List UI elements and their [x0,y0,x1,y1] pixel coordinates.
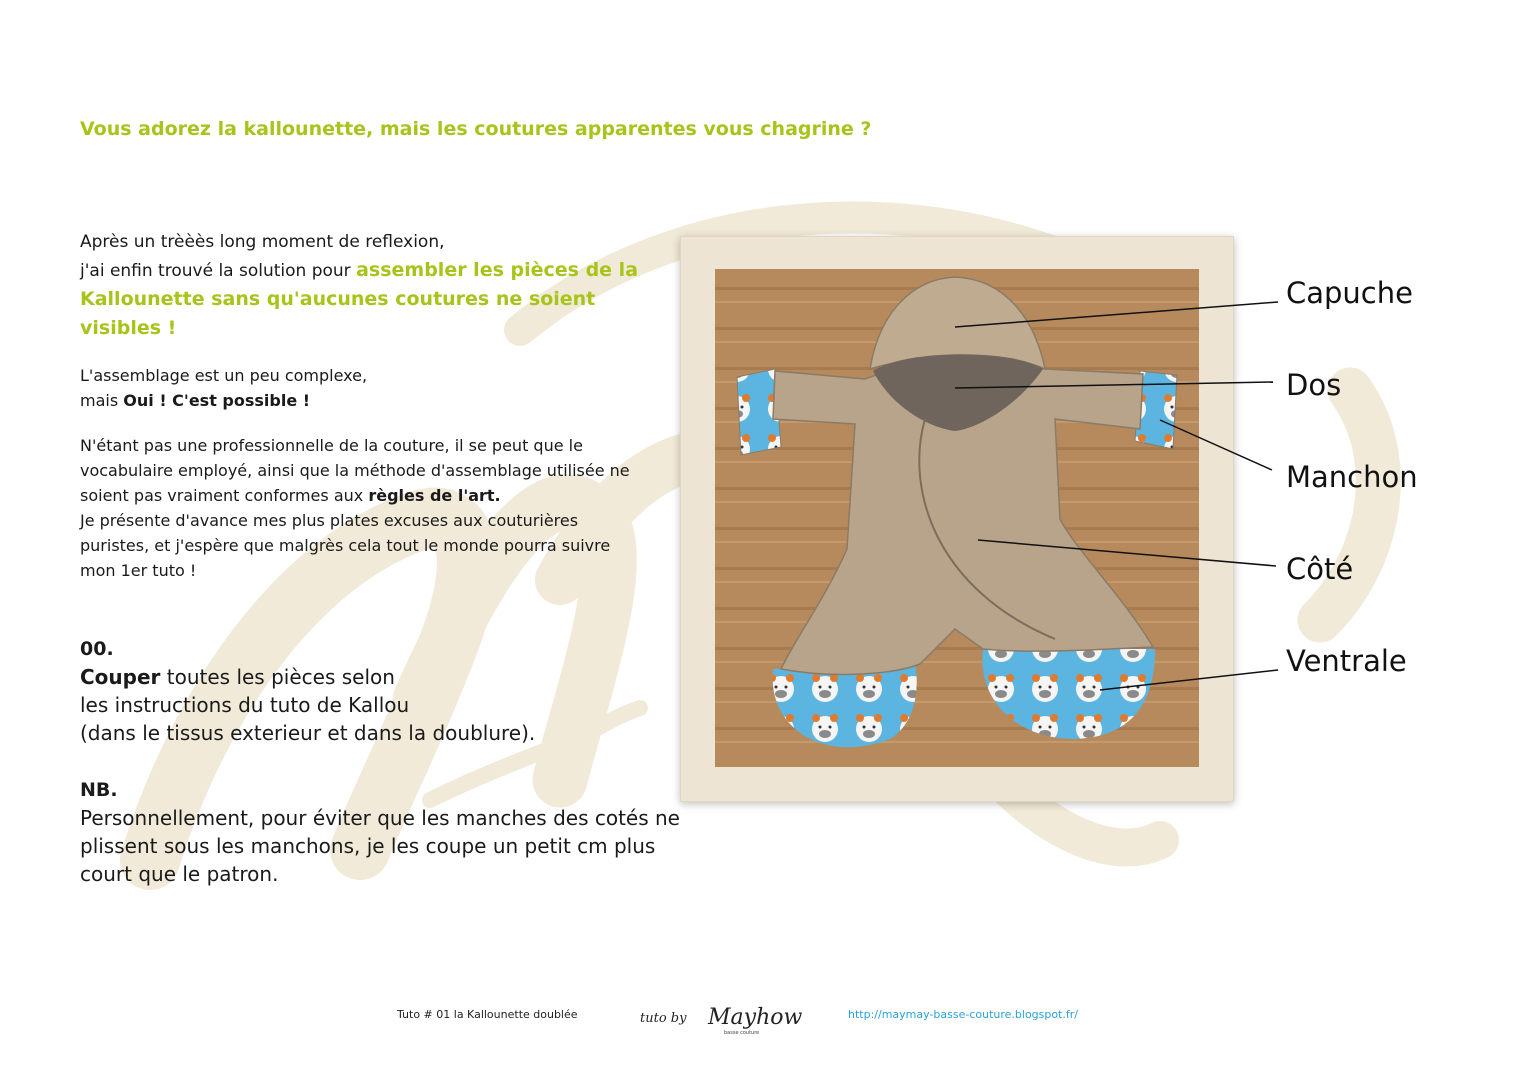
intro-highlight: assembler les pièces de la Kallounette sans qu'aucunes coutures ne soient visibles ! [80,259,639,339]
nb-section [80,776,680,888]
logo-name: Mayhow [708,1005,803,1030]
step-number: 00. [80,638,114,660]
intro-text: N'étant pas une professionnelle de la couture, il se peut que le vocabulaire employé, ainsi que la méthode d'assemblage utilisée ne soient pas vraiment conformes aux [80,436,630,505]
step-00 [80,635,680,747]
page-headline: Vous adorez la kallounette, mais les coutures apparentes vous chagrine ? [80,118,872,140]
step-line: les instructions du tuto de Kallou [80,693,410,717]
intro-line: mais [80,391,124,410]
intro-line: L'assemblage est un peu complexe, [80,366,368,385]
intro-line: Après un trèèès long moment de reflexion, [80,232,445,252]
step-line: (dans le tissus exterieur et dans la doublure). [80,721,536,745]
intro-paragraph-3 [80,433,640,583]
intro-text: Je présente d'avance mes plus plates excuses aux couturières puristes, et j'espère que malgrès cela tout le monde pourra suivre mon 1er tuto ! [80,511,611,580]
footer-url-link[interactable]: http://maymay-basse-couture.blogspot.fr/ [848,1008,1079,1021]
logo-prefix: tuto by [640,1011,687,1026]
step-text [80,663,680,747]
intro-section [80,228,640,603]
logo-sub: basse couture [724,1030,760,1036]
kallounette-photo [715,269,1199,767]
intro-bold-rules: règles de l'art. [368,486,501,505]
intro-paragraph-2 [80,363,640,413]
intro-paragraph-1 [80,228,640,343]
label-ventrale: Ventrale [1286,644,1407,678]
label-manchon: Manchon [1286,460,1418,494]
intro-bold: Oui ! C'est possible ! [123,391,311,410]
label-cote: Côté [1286,552,1354,586]
photo-frame [680,236,1234,802]
step-rest: toutes les pièces selon [160,665,395,689]
label-capuche: Capuche [1286,276,1413,310]
nb-text: Personnellement, pour éviter que les manches des cotés ne plissent sous les manchons, je les coupe un petit cm plus court que le patron. [80,806,680,886]
footer-title: Tuto # 01 la Kallounette doublée [397,1008,578,1021]
label-dos: Dos [1286,368,1342,402]
nb-heading: NB. [80,779,118,801]
intro-line: j'ai enfin trouvé la solution pour [80,261,357,281]
footer-logo [638,996,818,1040]
step-bold: Couper [80,665,161,689]
